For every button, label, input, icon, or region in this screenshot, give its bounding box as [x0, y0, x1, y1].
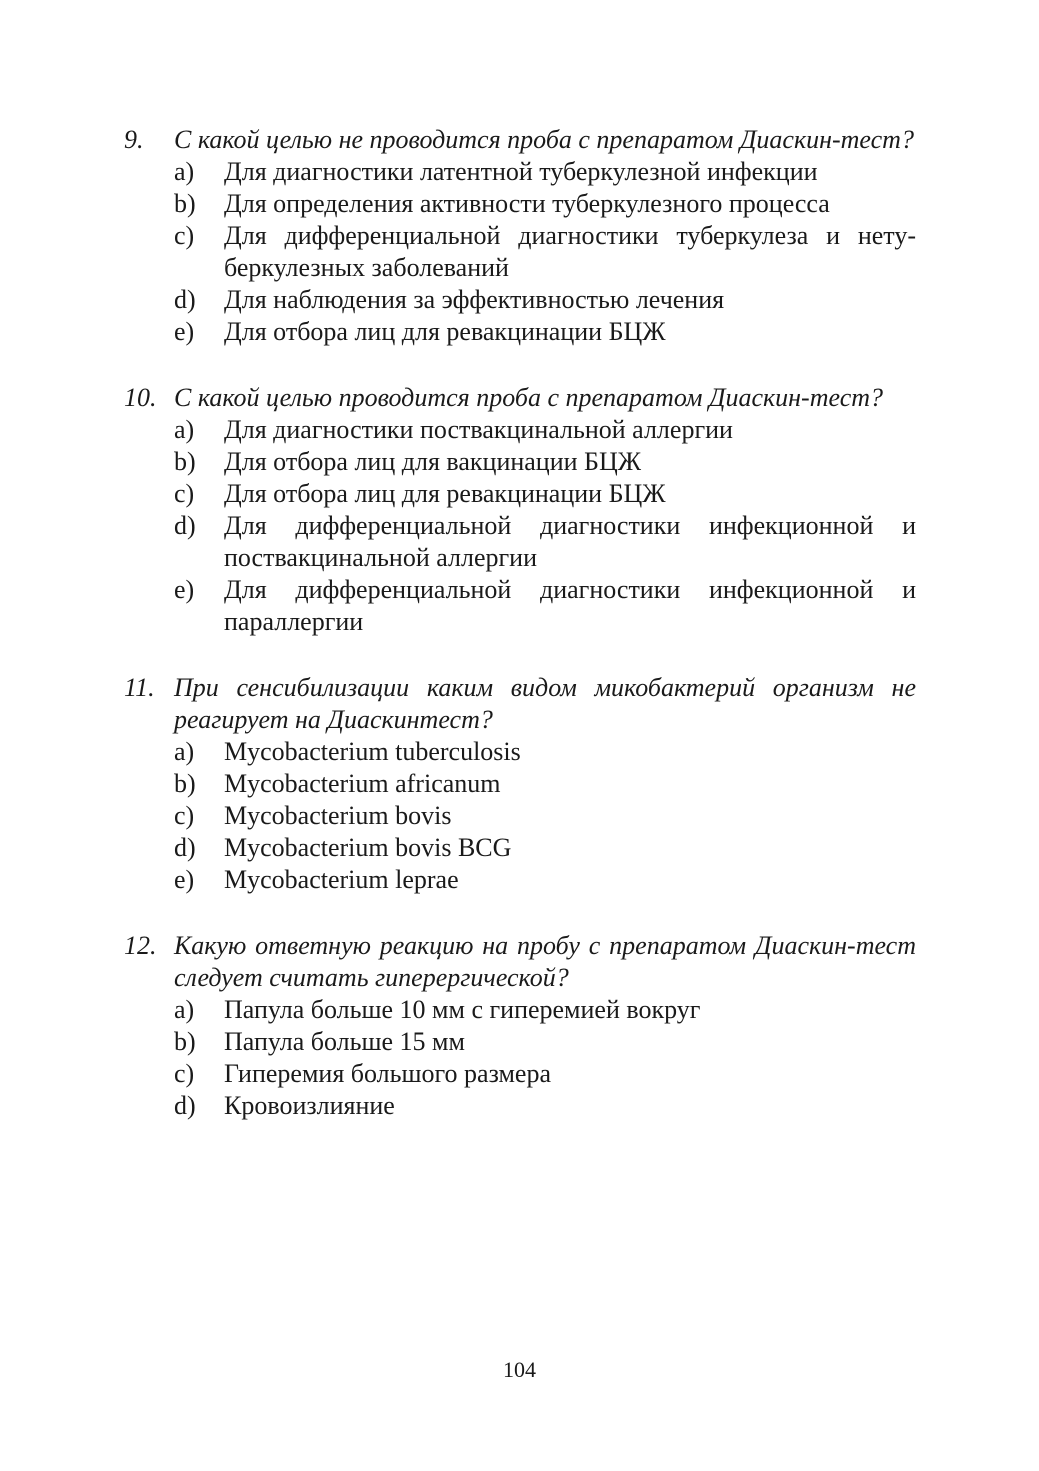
option-text: Гиперемия большого размера	[224, 1059, 552, 1088]
question-number: 11.	[124, 673, 155, 702]
question-text: С какой целью не проводится проба с препаратом Диаскин-тест?	[174, 125, 914, 154]
question-text: С какой целью проводится проба с препаратом Диаскин-тест?	[174, 383, 884, 412]
answer-option-b	[174, 188, 916, 220]
option-text: Для отбора лиц для вакцинации БЦЖ	[224, 447, 642, 476]
answer-option-b	[174, 1026, 916, 1058]
answer-option-a	[174, 994, 916, 1026]
question-10	[124, 382, 916, 638]
option-letter: e)	[174, 317, 195, 346]
question-heading	[124, 930, 916, 994]
question-heading	[124, 382, 916, 414]
option-letter: b)	[174, 447, 196, 476]
answer-option-a	[174, 736, 916, 768]
question-9	[124, 124, 916, 348]
option-text: Папула больше 15 мм	[224, 1027, 465, 1056]
question-list	[124, 124, 916, 1156]
option-text: Кровоизлияние	[224, 1091, 395, 1120]
option-letter: a)	[174, 157, 195, 186]
option-letter: d)	[174, 1091, 196, 1120]
answer-option-d	[174, 284, 916, 316]
question-number: 9.	[124, 125, 144, 154]
option-letter: d)	[174, 833, 196, 862]
option-text: Для отбора лиц для ревакцинации БЦЖ	[224, 479, 666, 508]
option-text: Для дифференциальной диагностики инфекционной и поствакцинальной аллергии	[224, 511, 916, 572]
option-letter: c)	[174, 1059, 195, 1088]
answer-option-a	[174, 156, 916, 188]
answer-option-c	[174, 220, 916, 284]
answer-options	[174, 156, 916, 348]
answer-option-c	[174, 1058, 916, 1090]
option-letter: b)	[174, 189, 196, 218]
option-letter: c)	[174, 221, 195, 250]
option-letter: d)	[174, 511, 196, 540]
option-text: Папула больше 10 мм с гиперемией вокруг	[224, 995, 701, 1024]
question-number: 12.	[124, 931, 157, 960]
option-text: Для определения активности туберкулезного процесса	[224, 189, 830, 218]
answer-option-d	[174, 1090, 916, 1122]
page-number: 104	[503, 1357, 536, 1382]
option-text: Mycobacterium bovis	[224, 801, 452, 830]
answer-option-c	[174, 800, 916, 832]
answer-option-d	[174, 832, 916, 864]
option-text: Mycobacterium leprae	[224, 865, 459, 894]
option-letter: a)	[174, 415, 195, 444]
answer-option-d	[174, 510, 916, 574]
answer-option-b	[174, 768, 916, 800]
question-heading	[124, 672, 916, 736]
question-11	[124, 672, 916, 896]
option-text: Для отбора лиц для ревакцинации БЦЖ	[224, 317, 666, 346]
option-text: Mycobacterium africanum	[224, 769, 501, 798]
option-letter: e)	[174, 575, 195, 604]
answer-option-e	[174, 574, 916, 638]
option-text: Mycobacterium tuberculosis	[224, 737, 521, 766]
answer-option-c	[174, 478, 916, 510]
answer-options	[174, 994, 916, 1122]
option-letter: e)	[174, 865, 195, 894]
option-letter: b)	[174, 1027, 196, 1056]
answer-option-b	[174, 446, 916, 478]
question-heading	[124, 124, 916, 156]
question-12	[124, 930, 916, 1122]
option-letter: a)	[174, 995, 195, 1024]
answer-options	[174, 414, 916, 638]
option-text: Для диагностики поствакцинальной аллергии	[224, 415, 733, 444]
question-text: При сенсибилизации каким видом микобактерий организм не реагирует на Диаскинтест?	[174, 673, 916, 734]
option-text: Для диагностики латентной туберкулезной инфекции	[224, 157, 818, 186]
question-text: Какую ответную реакцию на пробу с препаратом Диаскин-тест следует считать гиперергической?	[174, 931, 916, 992]
question-number: 10.	[124, 383, 157, 412]
answer-option-a	[174, 414, 916, 446]
option-letter: a)	[174, 737, 195, 766]
option-text: Для дифференциальной диагностики инфекционной и параллергии	[224, 575, 916, 636]
option-letter: c)	[174, 479, 195, 508]
option-text: Для наблюдения за эффективностью лечения	[224, 285, 725, 314]
answer-options	[174, 736, 916, 896]
option-letter: d)	[174, 285, 196, 314]
option-letter: b)	[174, 769, 196, 798]
option-letter: c)	[174, 801, 195, 830]
answer-option-e	[174, 316, 916, 348]
answer-option-e	[174, 864, 916, 896]
option-text: Для дифференциальной диагностики туберкулеза и нету-беркулезных заболеваний	[224, 221, 916, 282]
option-text: Mycobacterium bovis BCG	[224, 833, 512, 862]
